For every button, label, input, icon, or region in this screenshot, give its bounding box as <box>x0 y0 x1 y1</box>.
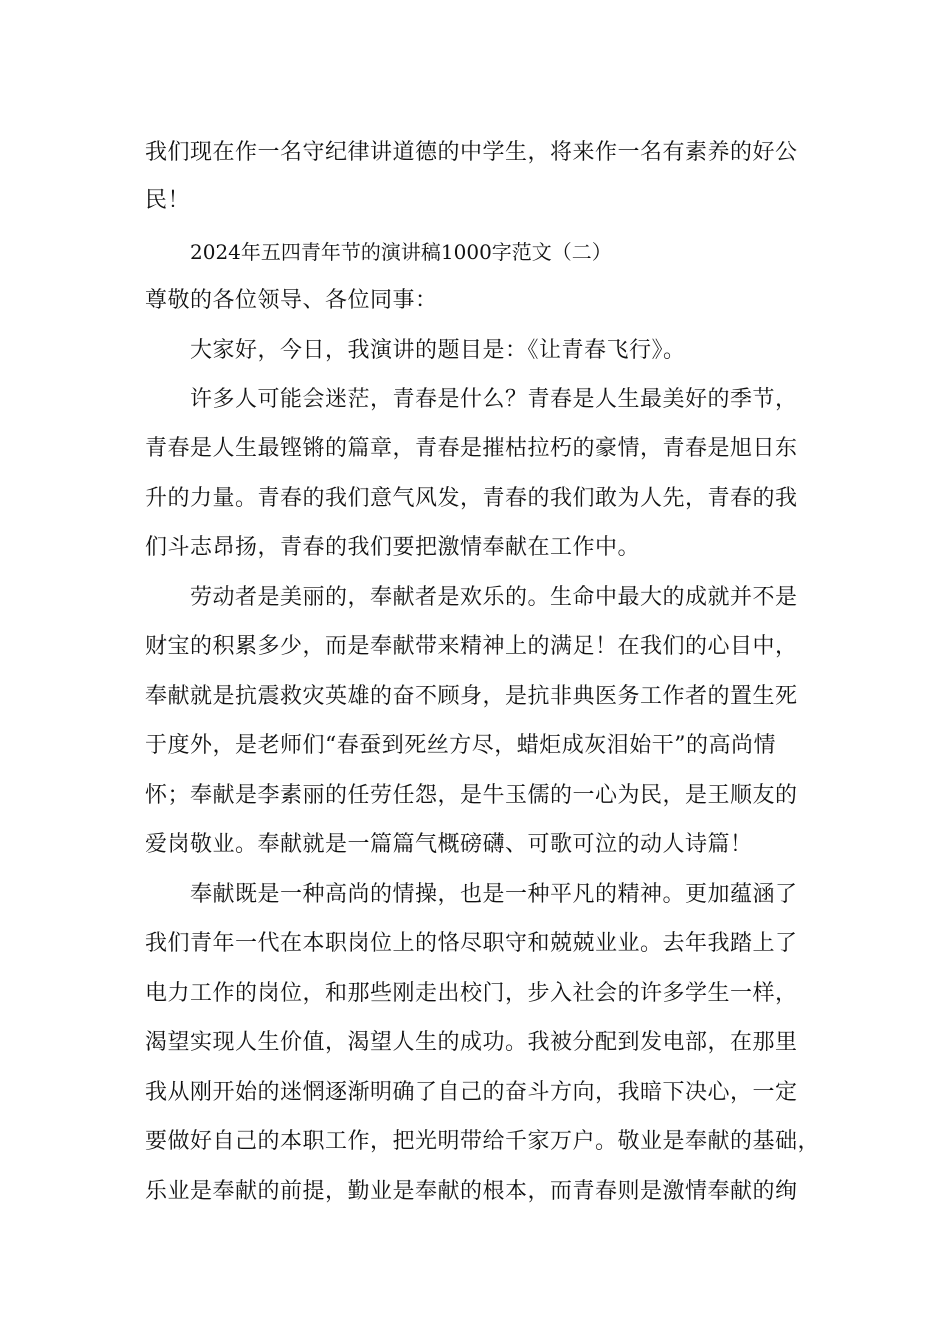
paragraph-first-line: 许多人可能会迷茫，青春是什么？青春是人生最美好的季节， <box>190 387 798 412</box>
body-text-line: 乐业是奉献的前提，勤业是奉献的根本，而青春则是激情奉献的绚 <box>145 1179 798 1204</box>
salutation: 尊敬的各位领导、各位同事： <box>145 288 438 313</box>
body-text-line: 财宝的积累多少，而是奉献带来精神上的满足！在我们的心目中， <box>145 634 798 659</box>
body-text-line: 我们青年一代在本职岗位上的恪尽职守和兢兢业业。去年我踏上了 <box>145 931 798 956</box>
body-text-line: 渴望实现人生价值，渴望人生的成功。我被分配到发电部，在那里 <box>145 1030 798 1055</box>
body-text-line: 要做好自己的本职工作，把光明带给千家万户。敬业是奉献的基础， <box>145 1129 821 1154</box>
body-text-line: 电力工作的岗位，和那些刚走出校门，步入社会的许多学生一样， <box>145 981 798 1006</box>
paragraph-first-line: 奉献既是一种高尚的情操，也是一种平凡的精神。更加蕴涵了 <box>190 882 798 907</box>
body-text-line: 青春是人生最铿锵的篇章，青春是摧枯拉朽的豪情，青春是旭日东 <box>145 436 798 461</box>
body-text-line: 于度外，是老师们“春蚕到死丝方尽，蜡炬成灰泪始干”的高尚情 <box>145 733 776 758</box>
body-text-line: 奉献就是抗震救灾英雄的奋不顾身，是抗非典医务工作者的置生死 <box>145 684 798 709</box>
body-text-line: 升的力量。青春的我们意气风发，青春的我们敢为人先，青春的我 <box>145 486 798 511</box>
section-heading: 2024年五四青年节的演讲稿1000字范文（二） <box>190 240 612 264</box>
body-text-line: 大家好，今日，我演讲的题目是：《让青春飞行》。 <box>190 338 686 363</box>
body-text-line: 怀；奉献是李素丽的任劳任怨，是牛玉儒的一心为民，是王顺友的 <box>145 783 798 808</box>
body-text-line: 民！ <box>145 188 191 213</box>
body-text-line: 们斗志昂扬，青春的我们要把激情奉献在工作中。 <box>145 535 641 560</box>
body-text-line: 我从刚开始的迷惘逐渐明确了自己的奋斗方向，我暗下决心，一定 <box>145 1080 798 1105</box>
body-text-line: 我们现在作一名守纪律讲道德的中学生，将来作一名有素养的好公 <box>145 140 798 165</box>
paragraph-first-line: 劳动者是美丽的，奉献者是欢乐的。生命中最大的成就并不是 <box>190 585 798 610</box>
body-text-line: 爱岗敬业。奉献就是一篇篇气概磅礴、可歌可泣的动人诗篇！ <box>145 832 753 857</box>
